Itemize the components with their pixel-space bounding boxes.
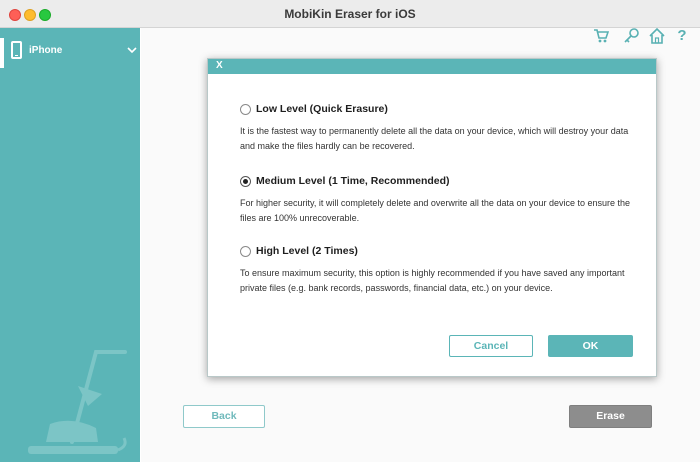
radio-high-level[interactable] <box>240 244 620 258</box>
radio-button-selected[interactable] <box>240 176 251 187</box>
eraser-illustration <box>20 346 140 462</box>
erase-level-dialog <box>207 58 657 377</box>
sidebar <box>0 28 140 462</box>
radio-low-level[interactable] <box>240 102 620 116</box>
phone-icon <box>11 41 22 59</box>
radio-medium-level[interactable] <box>240 174 620 188</box>
window-title: MobiKin Eraser for iOS <box>284 7 416 21</box>
erase-button[interactable]: Erase <box>569 405 652 428</box>
chevron-down-icon[interactable] <box>126 44 138 56</box>
option-low-level <box>240 102 629 154</box>
option-title: Medium Level (1 Time, Recommended) <box>256 175 450 187</box>
option-title: Low Level (Quick Erasure) <box>256 103 388 115</box>
option-description: To ensure maximum security, this option is highly recommended if you have saved any important private files (e.g. bank records, passwords, financial data, etc.) on your device. <box>240 268 625 293</box>
option-title: High Level (2 Times) <box>256 245 358 257</box>
ok-button[interactable]: OK <box>548 335 633 357</box>
back-button[interactable]: Back <box>183 405 265 428</box>
radio-button[interactable] <box>240 246 251 257</box>
radio-button[interactable] <box>240 104 251 115</box>
option-medium-level <box>240 174 631 226</box>
help-icon[interactable]: ? <box>677 27 687 44</box>
dialog-header <box>208 59 656 74</box>
device-selector[interactable] <box>0 38 140 68</box>
option-high-level <box>240 244 625 296</box>
option-description: For higher security, it will completely delete and overwrite all the data on your device to ensure the files are 100% unrecoverable. <box>240 198 631 223</box>
option-description: It is the fastest way to permanently delete all the data on your device, which will destroy your data and make the files hardly can be recovered. <box>240 126 629 151</box>
title-bar <box>0 0 700 28</box>
device-label: iPhone <box>29 45 63 56</box>
dialog-close-button[interactable]: X <box>216 60 223 71</box>
cancel-button[interactable]: Cancel <box>449 335 533 357</box>
